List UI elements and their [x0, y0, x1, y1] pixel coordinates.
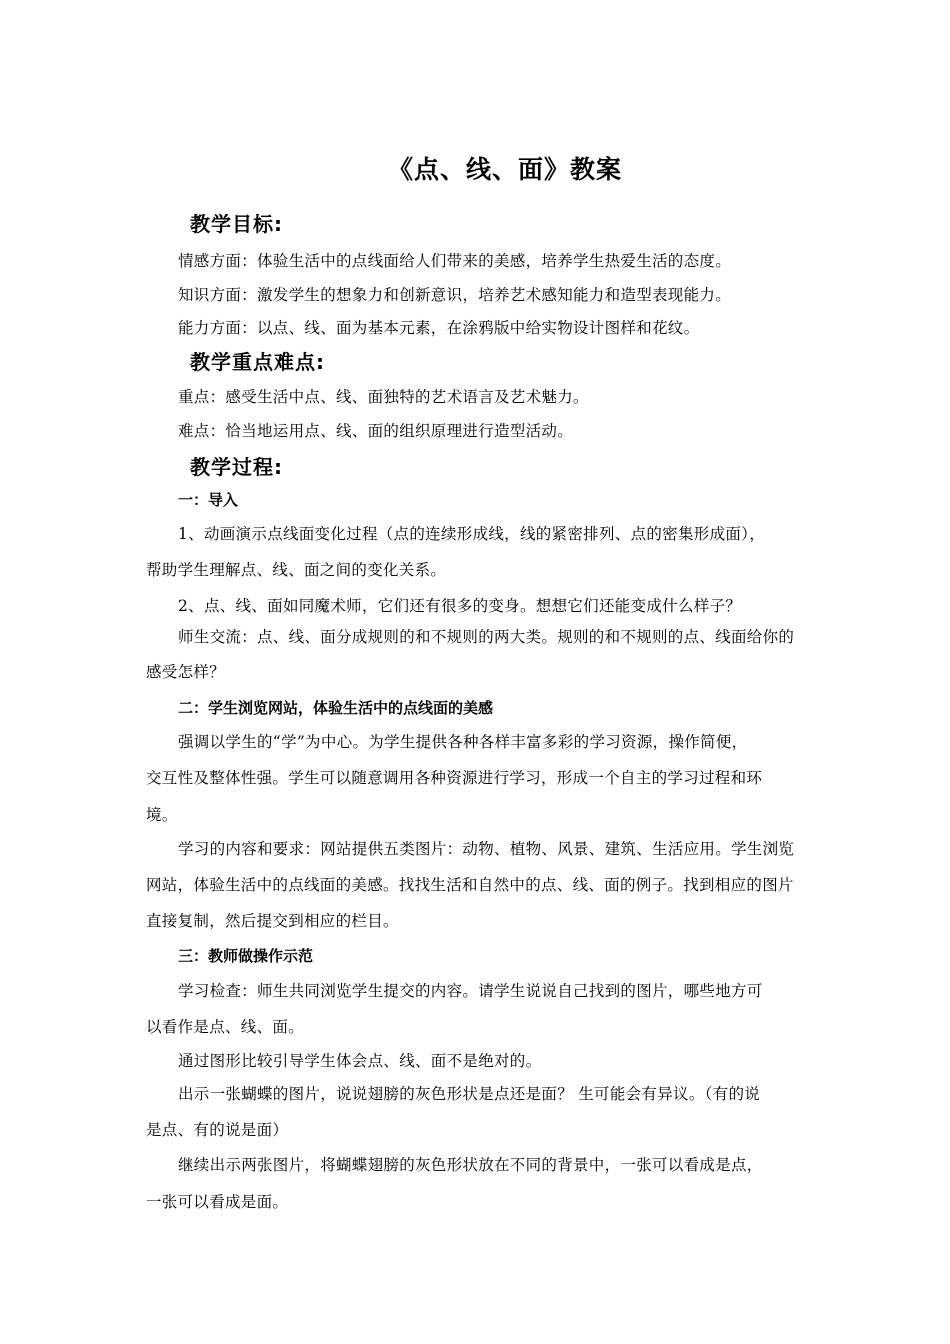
part3-p1-line1: 学习检查：师生共同浏览学生提交的内容。请学生说说自己找到的图片，哪些地方可 [178, 982, 763, 1000]
part3-p4-line2: 一张可以看成是面。 [146, 1193, 289, 1211]
goal-knowledge: 知识方面：激发学生的想象力和创新意识，培养艺术感知能力和造型表现能力。 [178, 286, 732, 304]
heading-teaching-process: 教学过程: [190, 455, 283, 479]
part3-p3-line2: 是点、有的说是面） [146, 1121, 289, 1139]
part1-p1-line2: 帮助学生理解点、线、面之间的变化关系。 [146, 561, 447, 579]
part1-p1-line1: 1、动画演示点线面变化过程（点的连续形成线，线的紧密排列、点的密集形成面）， [178, 525, 766, 543]
part3-p2: 通过图形比较引导学生体会点、线、面不是绝对的。 [178, 1052, 542, 1070]
difficult-point: 难点：恰当地运用点、线、面的组织原理进行造型活动。 [178, 422, 574, 440]
document-title: 《点、线、面》教案 [387, 155, 622, 184]
part1-p3-line1: 师生交流：点、线、面分成规则的和不规则的两大类。规则的和不规则的点、线面给你的 [178, 628, 795, 646]
part3-title: 三：教师做操作示范 [178, 947, 314, 965]
part3-p4-line1: 继续出示两张图片，将蝴蝶翅膀的灰色形状放在不同的背景中，一张可以看成是点， [178, 1156, 763, 1174]
part2-p2-line3: 直接复制，然后提交到相应的栏目。 [146, 912, 399, 930]
part2-p1-line1: 强调以学生的“学”为中心。为学生提供各种各样丰富多彩的学习资源，操作简便， [178, 733, 748, 751]
key-point: 重点：感受生活中点、线、面独特的艺术语言及艺术魅力。 [178, 388, 589, 406]
part1-p3-line2: 感受怎样？ [146, 663, 226, 681]
part1-p2: 2、点、线、面如同魔术师，它们还有很多的变身。想想它们还能变成什么样子？ [178, 597, 742, 615]
part1-title: 一：导入 [178, 491, 239, 509]
heading-teaching-goals: 教学目标: [190, 212, 283, 236]
part2-p1-line2: 交互性及整体性强。学生可以随意调用各种资源进行学习，形成一个自主的学习过程和环 [146, 769, 763, 787]
part3-p1-line2: 以看作是点、线、面。 [146, 1018, 305, 1036]
part3-p3-line1: 出示一张蝴蝶的图片，说说翅膀的灰色形状是点还是面？ 生可能会有异议。（有的说 [178, 1085, 761, 1103]
part2-p2-line1: 学习的内容和要求：网站提供五类图片：动物、植物、风景、建筑、生活应用。学生浏览 [178, 840, 795, 858]
goal-ability: 能力方面：以点、线、面为基本元素，在涂鸦版中给实物设计图样和花纹。 [178, 319, 700, 337]
part2-title: 二：学生浏览网站，体验生活中的点线面的美感 [178, 699, 494, 717]
part2-p1-line3: 境。 [146, 806, 178, 824]
part2-p2-line2: 网站，体验生活中的点线面的美感。找找生活和自然中的点、线、面的例子。找到相应的图片 [146, 876, 794, 894]
heading-key-points: 教学重点难点: [190, 350, 325, 374]
goal-emotion: 情感方面：体验生活中的点线面给人们带来的美感，培养学生热爱生活的态度。 [178, 252, 732, 270]
